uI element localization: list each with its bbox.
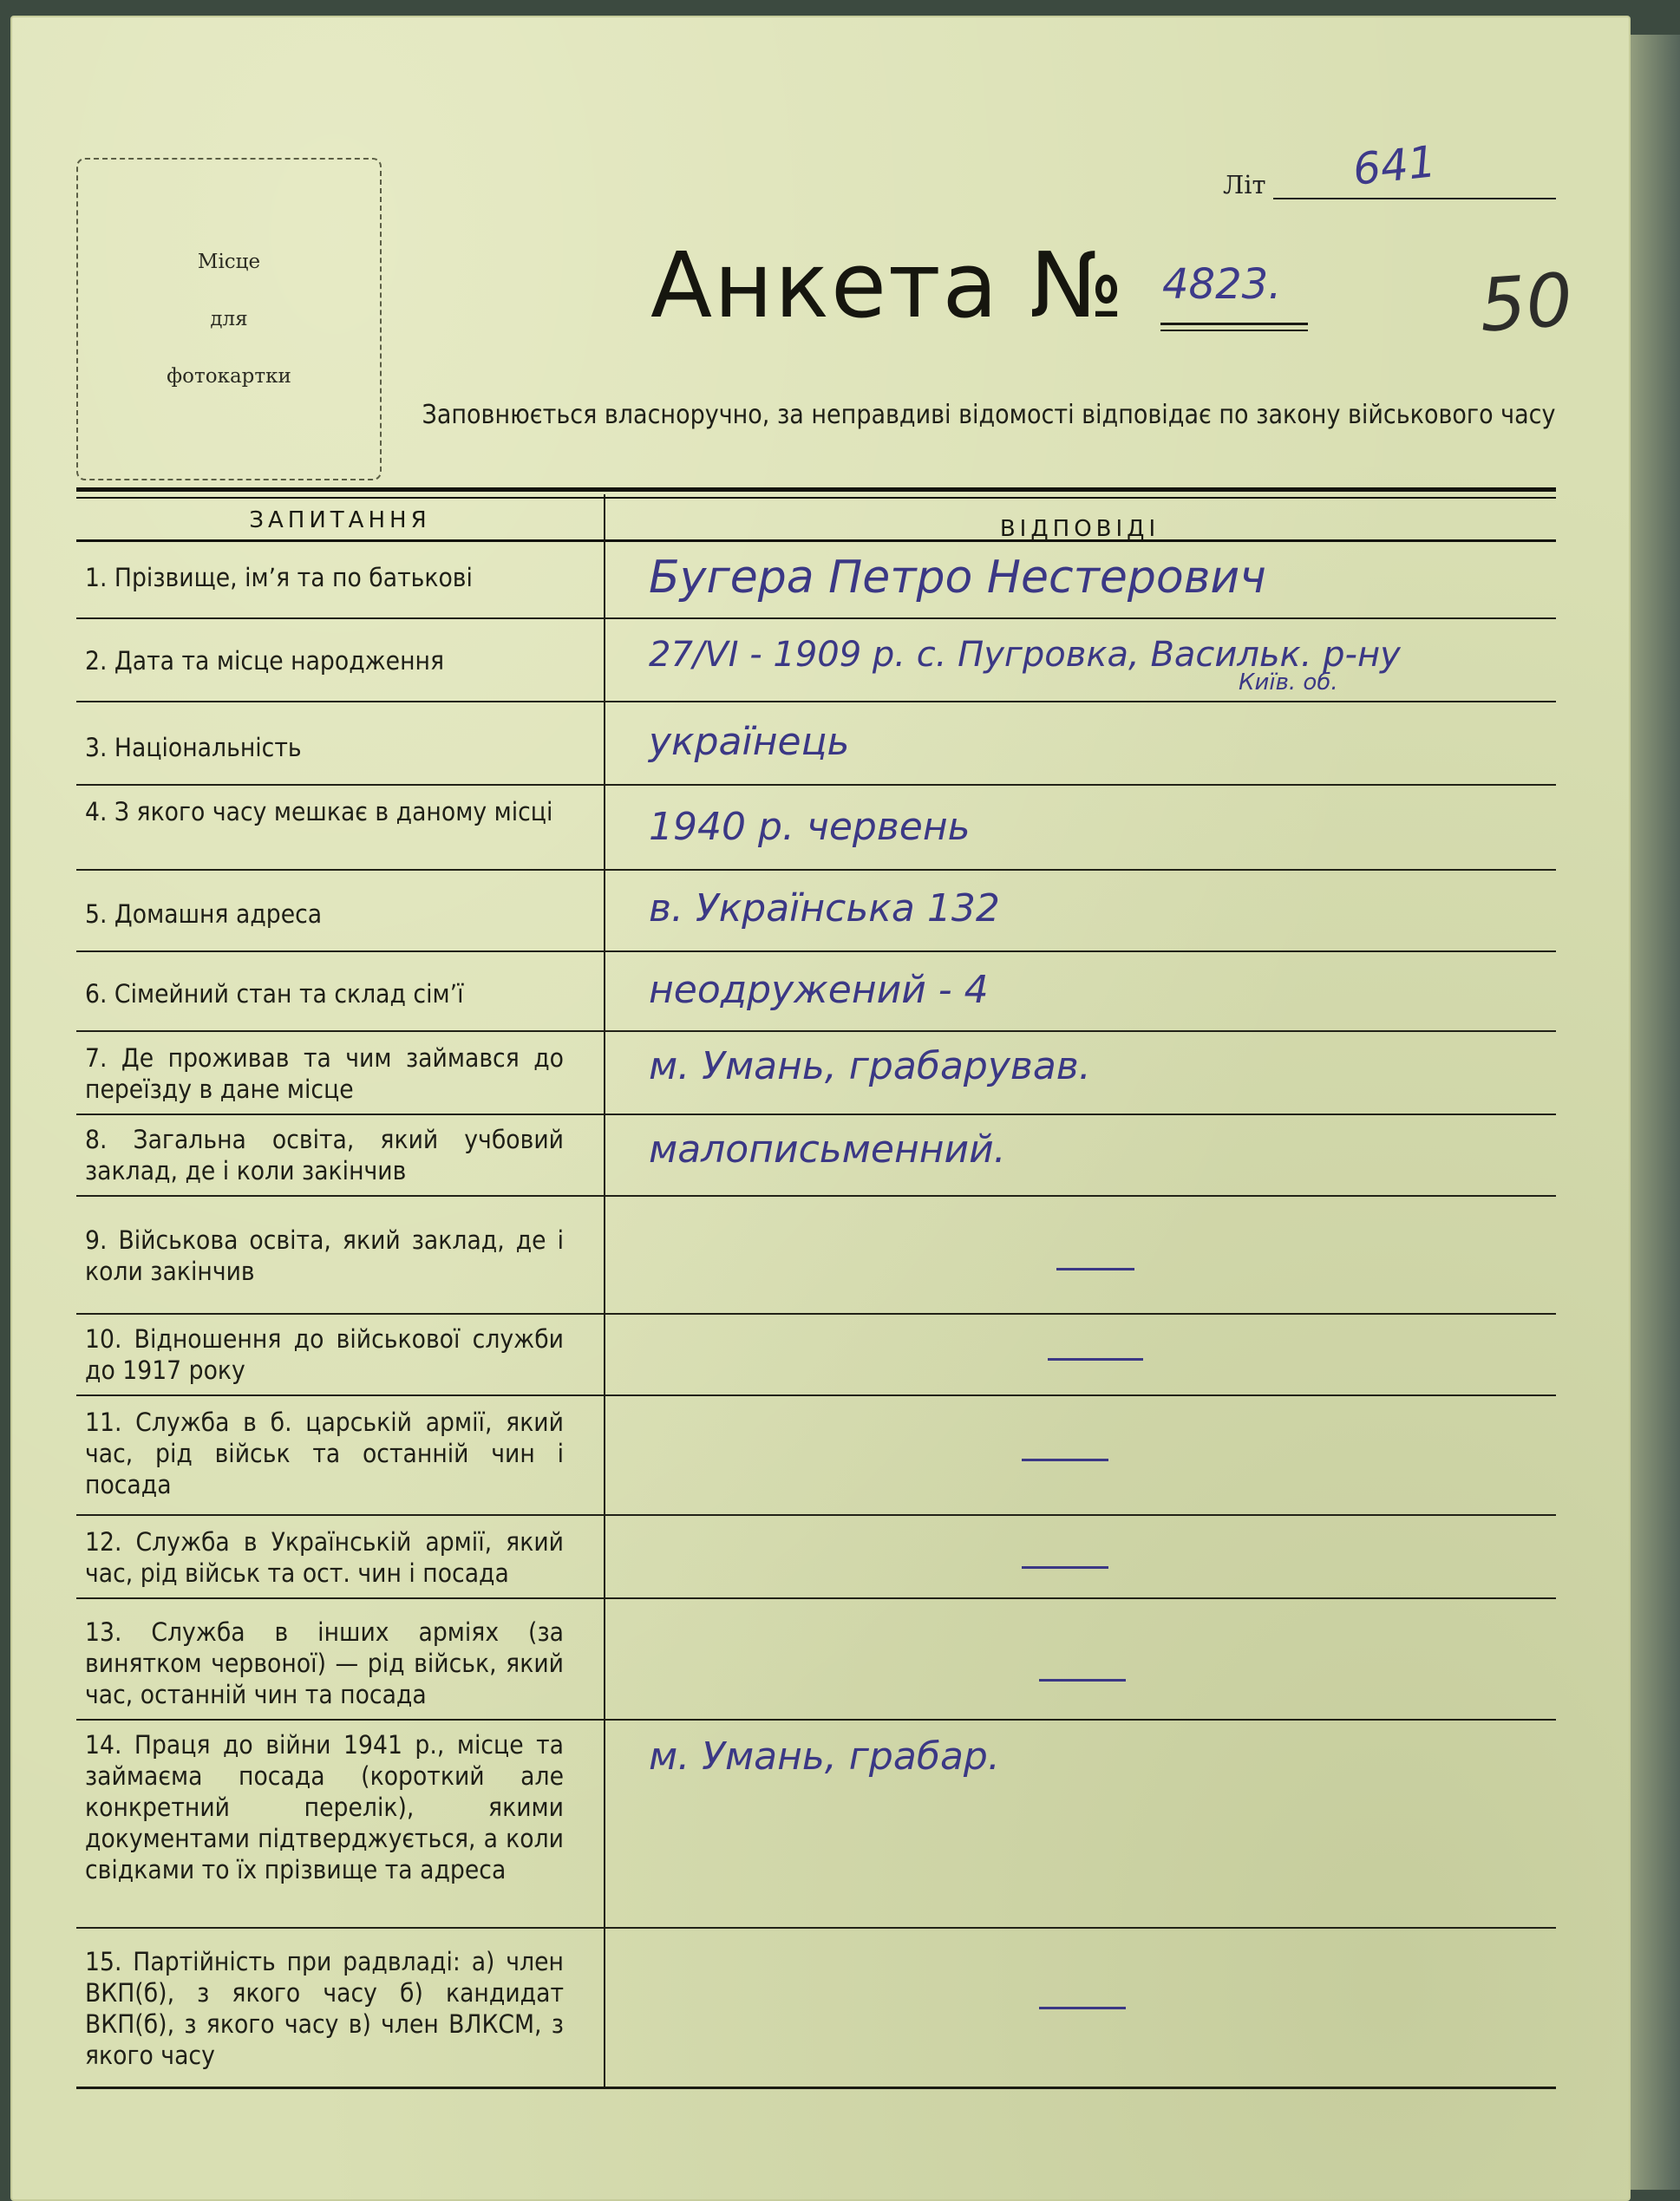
question-8: 8. Загальна освіта, який учбовий заклад, де і коли закінчив	[85, 1125, 564, 1185]
answer-2: 27/VI - 1909 р. с. Пугровка, Васильк. р-ну	[649, 635, 1401, 675]
table-row	[76, 1929, 1556, 2087]
question-5: 5. Домашня адреса	[85, 899, 323, 929]
table-header	[76, 501, 1556, 542]
question-7: 7. Де проживав та чим займався до переїзду в дане місце	[85, 1043, 564, 1104]
answer-3: українець	[649, 720, 850, 764]
answer-7: м. Умань, грабарував.	[649, 1044, 1091, 1088]
table-bottom-rule	[76, 2087, 1556, 2089]
table-row	[76, 1032, 1556, 1115]
table-row	[76, 702, 1556, 786]
blank-answer-dash	[1039, 2007, 1126, 2009]
question-3: 3. Національність	[85, 733, 302, 762]
answer-14: м. Умань, грабар.	[649, 1734, 1000, 1779]
answer-2-region: Київ. об.	[1239, 669, 1338, 696]
blank-answer-dash	[1048, 1358, 1143, 1361]
questions-header: ЗАПИТАННЯ	[249, 507, 431, 533]
question-9: 9. Військова освіта, який заклад, де і коли закінчив	[85, 1225, 564, 1286]
blank-answer-dash	[1022, 1459, 1108, 1461]
photo-label-line2: для	[210, 308, 248, 330]
table-row	[76, 1396, 1556, 1516]
form-number-underline	[1160, 323, 1308, 325]
form-number-underline-2	[1160, 330, 1308, 331]
table-row	[76, 1315, 1556, 1396]
answer-4: 1940 р. червень	[649, 805, 971, 849]
photo-placeholder	[76, 158, 382, 480]
table-row	[76, 1599, 1556, 1721]
table-row	[76, 1197, 1556, 1315]
question-1: 1. Прізвище, ім’я та по батькові	[85, 563, 473, 592]
answer-6: неодружений - 4	[649, 968, 989, 1012]
table-row	[76, 952, 1556, 1032]
header-rule-thin	[76, 497, 1556, 499]
archive-page-number: 50	[1476, 257, 1576, 349]
question-6: 6. Сімейний стан та склад сім’ї	[85, 979, 464, 1009]
header-rule-thick	[76, 487, 1556, 492]
question-14: 14. Праця до війни 1941 р., місце та займаєма посада (короткий але конкретний перелік), якими документами підтверджується, а коли свідками то їх прізвище та адреса	[85, 1730, 564, 1884]
table-row	[76, 1115, 1556, 1197]
blank-answer-dash	[1022, 1566, 1108, 1569]
question-2: 2. Дата та місце народження	[85, 646, 445, 676]
lit-underline	[1273, 198, 1556, 199]
question-10: 10. Відношення до військової служби до 1917 року	[85, 1324, 564, 1385]
answer-8: малописьменний.	[649, 1127, 1006, 1172]
blank-answer-dash	[1056, 1268, 1134, 1270]
form-title: Анкета №	[650, 232, 1126, 338]
photo-label-line3: фотокартки	[167, 365, 291, 388]
table-row	[76, 1721, 1556, 1929]
answer-5: в. Українська 132	[649, 886, 1000, 931]
answers-header: ВІДПОВІДІ	[999, 516, 1160, 542]
question-4: 4. З якого часу мешкає в даному місці	[85, 797, 553, 826]
lit-field	[1223, 136, 1556, 206]
form-number: 4823.	[1162, 260, 1282, 309]
answer-1: Бугера Петро Нестерович	[649, 552, 1266, 604]
blank-answer-dash	[1039, 1679, 1126, 1682]
table-row	[76, 871, 1556, 952]
table-row	[76, 541, 1556, 619]
table-row	[76, 1516, 1556, 1599]
question-13: 13. Служба в інших арміях (за винятком червоної) — рід військ, який час, останній чин та посада	[85, 1617, 564, 1709]
lit-value: 641	[1350, 136, 1439, 195]
form-subtitle: Заповнюється власноручно, за неправдиві відомості відповідає по закону військового часу	[422, 400, 1556, 430]
question-11: 11. Служба в б. царській армії, який час, рід військ та останній чин і посада	[85, 1407, 564, 1499]
lit-label: Літ	[1223, 170, 1266, 199]
question-12: 12. Служба в Українській армії, який час, рід військ та ост. чин і посада	[85, 1527, 564, 1588]
photo-label-line1: Місце	[197, 251, 261, 273]
question-15: 15. Партійність при радвладі: а) член ВКП(б), з якого часу б) кандидат ВКП(б), з якого часу в) член ВЛКСМ, з якого часу	[85, 1947, 564, 2070]
table-row	[76, 786, 1556, 871]
table-row	[76, 619, 1556, 702]
